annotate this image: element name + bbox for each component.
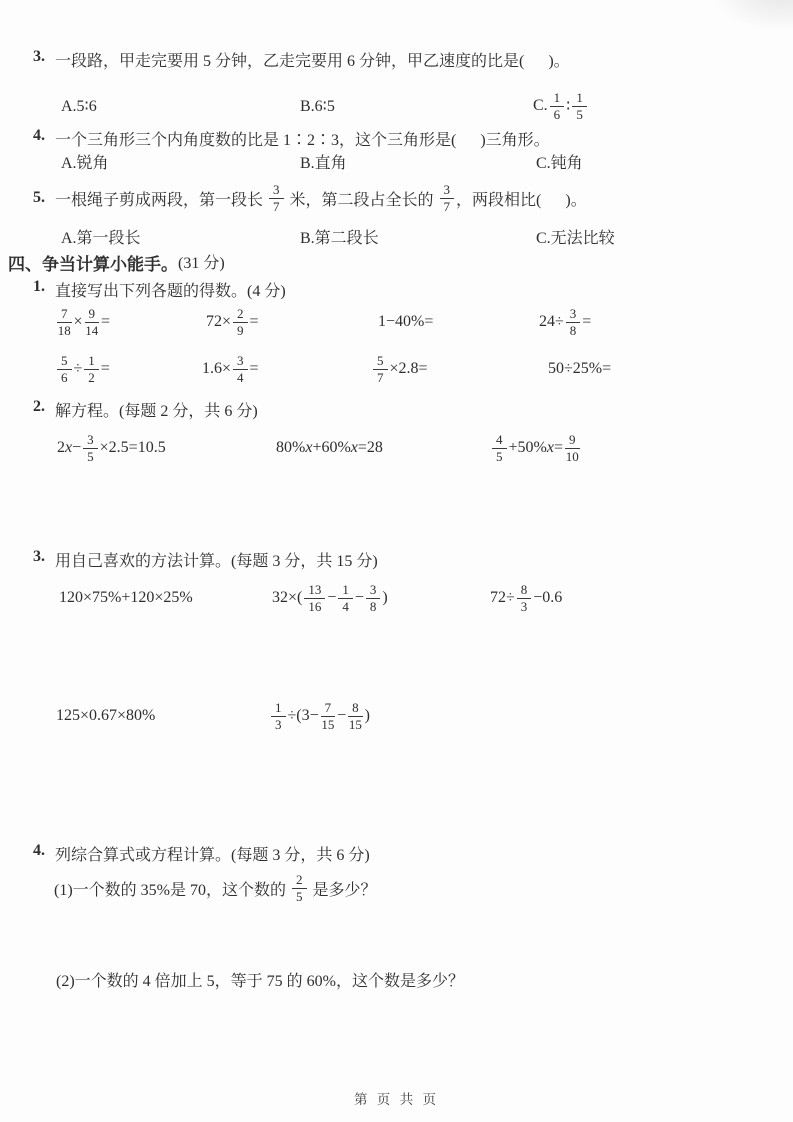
calc-expression-1-3 <box>378 299 433 345</box>
question-5-option-b: B.第二段长 <box>300 230 379 247</box>
fraction <box>348 701 363 731</box>
fraction-numerator: 7 <box>57 307 72 323</box>
item-4-part-1 <box>54 865 377 911</box>
item-1-text: 直接写出下列各题的得数。(4 分) <box>55 283 286 300</box>
math-text: 72× <box>206 313 232 330</box>
question-4-number: 4. <box>33 127 45 144</box>
fraction-numerator: 2 <box>233 307 248 323</box>
item-4-part-2 <box>56 968 464 991</box>
equation-2 <box>276 425 383 471</box>
question-5-option-a: A.第一段长 <box>61 230 141 247</box>
fraction <box>57 354 72 384</box>
question-3-option-c <box>533 84 589 128</box>
fraction-denominator: 8 <box>369 598 377 614</box>
math-text: C. <box>533 97 548 114</box>
fraction <box>440 183 455 213</box>
math-text: 120×75%+120×25% <box>59 589 193 606</box>
fraction <box>338 583 353 613</box>
item-3-header <box>33 548 378 571</box>
fraction <box>321 701 336 731</box>
method-expression-2-1 <box>56 693 155 739</box>
fraction <box>492 433 507 463</box>
fraction-numerator: 5 <box>57 354 72 370</box>
math-text: 1−40%= <box>378 313 434 330</box>
fraction-denominator: 3 <box>520 598 528 614</box>
fraction-denominator: 15 <box>348 716 362 732</box>
math-text: −0.6 <box>533 589 563 606</box>
calc-expression-2-3 <box>371 346 428 392</box>
math-text: 一根绳子剪成两段，第一段长 <box>55 191 268 209</box>
fraction-denominator: 15 <box>321 716 335 732</box>
fraction-denominator: 6 <box>61 369 68 385</box>
fraction-numerator: 3 <box>83 433 98 449</box>
question-3 <box>33 48 570 71</box>
math-text: 72÷ <box>490 589 515 606</box>
question-4-text: 一个三角形三个内角度数的比是 1∶2∶3，这个三角形是( )三角形。 <box>55 132 550 149</box>
math-text: 是多少？ <box>308 881 377 899</box>
method-expression-1-3 <box>490 575 562 621</box>
fraction-numerator: 3 <box>566 307 581 323</box>
fraction-numerator: 3 <box>366 583 381 599</box>
math-text: +50% <box>508 439 547 456</box>
item-4-number: 4. <box>33 842 45 859</box>
fraction <box>269 183 284 213</box>
fraction-denominator: 7 <box>377 369 384 385</box>
math-text: +60% <box>312 439 351 456</box>
item-4-part-2-text: (2)一个数的 4 倍加上 5，等于 75 的 60%，这个数是多少？ <box>56 973 464 990</box>
method-expression-1-1 <box>59 575 193 621</box>
fraction-denominator: 5 <box>496 448 503 464</box>
fraction-denominator: 3 <box>275 716 282 732</box>
item-3-text: 用自己喜欢的方法计算。(每题 3 分，共 15 分) <box>55 553 378 570</box>
method-expression-2-2 <box>269 693 370 739</box>
math-text: 米，第二段占全长的 <box>285 191 438 209</box>
math-text: × <box>73 313 83 330</box>
fraction-denominator: 7 <box>273 198 280 214</box>
fraction <box>83 433 98 463</box>
section-4-title-text: 四、争当计算小能手。 <box>8 255 178 274</box>
fraction-denominator: 7 <box>443 198 451 214</box>
math-text: = <box>249 360 259 377</box>
calc-expression-2-2 <box>202 346 259 392</box>
fraction <box>366 583 381 613</box>
math-text: 2 <box>57 439 65 456</box>
fraction <box>550 91 565 121</box>
fraction-numerator: 7 <box>321 701 336 717</box>
math-text: (1)一个数的 35%是 70，这个数的 <box>54 881 290 899</box>
fraction-denominator: 18 <box>57 322 71 338</box>
question-5 <box>33 175 587 221</box>
fraction <box>373 354 388 384</box>
fraction-numerator: 1 <box>84 354 99 370</box>
item-2-header <box>33 398 258 421</box>
fraction <box>84 354 99 384</box>
math-text: − <box>354 589 364 606</box>
fraction-denominator: 5 <box>296 888 303 904</box>
math-text: = <box>582 313 592 330</box>
question-5-number: 5. <box>33 189 45 206</box>
fraction-denominator: 4 <box>237 369 244 385</box>
fraction <box>304 583 325 613</box>
question-4-option-c: C.钝角 <box>536 155 583 172</box>
math-text: ) <box>382 589 388 606</box>
math-text: 1.6× <box>202 360 232 377</box>
math-text: − <box>337 707 347 724</box>
fraction-numerator: 3 <box>233 354 248 370</box>
fraction <box>566 307 581 337</box>
math-text: − <box>72 439 82 456</box>
fraction-denominator: 16 <box>308 598 322 614</box>
item-1-header <box>33 278 286 301</box>
question-5-text <box>55 183 587 213</box>
fraction-numerator: 3 <box>440 183 455 199</box>
page-footer: 第 页 共 页 <box>353 1092 440 1107</box>
math-text: = <box>553 439 563 456</box>
question-4 <box>33 127 550 150</box>
fraction-denominator: 5 <box>576 106 583 122</box>
equation-1 <box>57 425 166 471</box>
scan-smudge <box>711 0 793 32</box>
math-text: 80% <box>276 439 306 456</box>
fraction-numerator: 9 <box>85 307 100 323</box>
calc-expression-1-4 <box>539 299 591 345</box>
math-text: ×2.8= <box>389 360 428 377</box>
fraction-denominator: 2 <box>88 369 95 385</box>
fraction-numerator: 1 <box>572 91 587 107</box>
math-text: − <box>327 589 337 606</box>
math-text: ×2.5=10.5 <box>99 439 166 456</box>
fraction <box>85 307 100 337</box>
math-text: 24÷ <box>539 313 564 330</box>
math-text: 50÷25%= <box>548 360 612 377</box>
calc-expression-1-1 <box>55 299 110 345</box>
fraction-denominator: 8 <box>569 322 577 338</box>
question-3-option-b: B.6∶5 <box>300 98 335 115</box>
question-4-option-a: A.锐角 <box>61 155 109 172</box>
item-2-number: 2. <box>33 398 45 415</box>
question-3-number: 3. <box>33 48 45 65</box>
item-4-text: 列综合算式或方程计算。(每题 3 分，共 6 分) <box>55 847 370 864</box>
fraction-numerator: 13 <box>304 583 325 599</box>
question-4-option-b: B.直角 <box>300 155 347 172</box>
method-expression-1-2 <box>272 575 388 621</box>
fraction <box>57 307 72 337</box>
fraction-numerator: 1 <box>550 91 565 107</box>
question-5-option-c: C.无法比较 <box>536 230 615 247</box>
fraction <box>233 307 248 337</box>
fraction-numerator: 1 <box>271 701 286 717</box>
math-text: =28 <box>357 439 383 456</box>
section-4-title-score: (31 分) <box>178 255 225 272</box>
math-text: ) <box>364 707 370 724</box>
question-3-text: 一段路，甲走完要用 5 分钟，乙走完要用 6 分钟，甲乙速度的比是( )。 <box>55 53 570 70</box>
fraction <box>572 91 587 121</box>
item-2-text: 解方程。(每题 2 分，共 6 分) <box>55 403 258 420</box>
fraction-denominator: 4 <box>342 598 349 614</box>
math-text: 125×0.67×80% <box>56 707 156 724</box>
fraction <box>517 583 532 613</box>
math-text: = <box>100 360 110 377</box>
fraction-numerator: 4 <box>492 433 507 449</box>
math-variable: x <box>350 439 358 456</box>
calc-expression-2-4 <box>548 346 611 392</box>
math-variable: x <box>305 439 313 456</box>
fraction <box>292 873 307 903</box>
fraction <box>233 354 248 384</box>
fraction <box>565 433 580 463</box>
fraction-denominator: 6 <box>553 106 561 122</box>
fraction-numerator: 1 <box>338 583 353 599</box>
fraction-numerator: 3 <box>269 183 284 199</box>
math-text: ÷ <box>73 360 83 377</box>
fraction-numerator: 8 <box>517 583 532 599</box>
calc-expression-2-1 <box>55 346 110 392</box>
equation-3 <box>490 425 582 471</box>
math-text: ÷(3− <box>287 707 319 724</box>
item-4-header <box>33 842 370 865</box>
math-text: ，两段相比( )。 <box>456 191 587 209</box>
fraction-numerator: 2 <box>292 873 307 889</box>
calc-expression-1-2 <box>206 299 259 345</box>
math-text: = <box>101 313 111 330</box>
fraction-denominator: 10 <box>565 448 579 464</box>
fraction-numerator: 8 <box>348 701 363 717</box>
item-1-number: 1. <box>33 278 45 295</box>
math-variable: x <box>546 439 554 456</box>
fraction-numerator: 5 <box>373 354 388 370</box>
question-3-option-a: A.5∶6 <box>61 98 97 115</box>
fraction-denominator: 5 <box>87 448 94 464</box>
item-3-number: 3. <box>33 548 45 565</box>
math-text: = <box>249 313 259 330</box>
fraction-denominator: 14 <box>85 322 99 338</box>
fraction-denominator: 9 <box>237 322 244 338</box>
math-variable: x <box>65 439 73 456</box>
math-text: 32×( <box>272 589 303 606</box>
question-3-options <box>0 84 793 128</box>
fraction <box>271 701 286 731</box>
fraction-numerator: 9 <box>565 433 580 449</box>
section-4-title <box>8 250 225 275</box>
math-text: ∶ <box>566 98 571 115</box>
